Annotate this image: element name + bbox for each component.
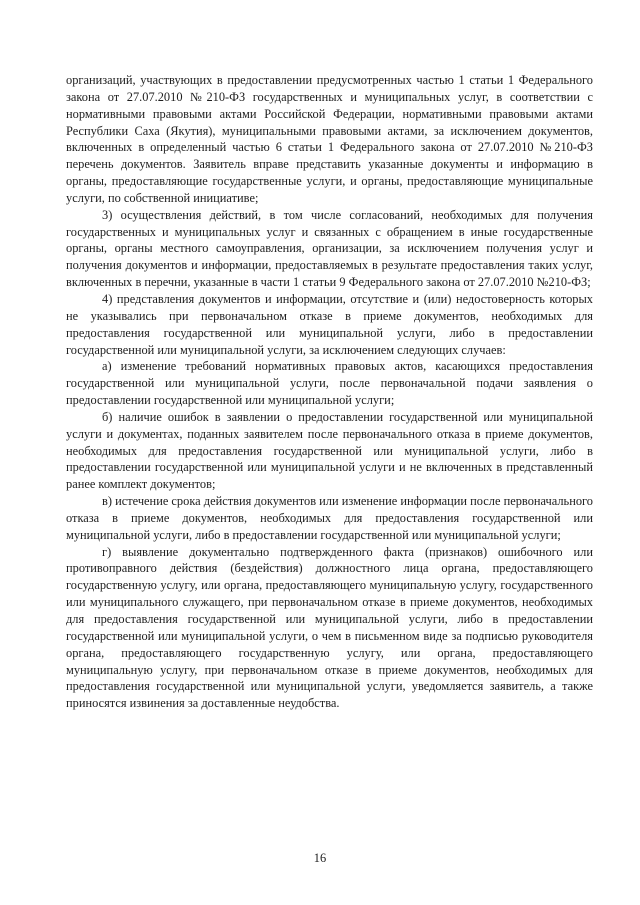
paragraph-subitem-b: б) наличие ошибок в заявлении о предоставлении государственной или муниципальной услуги и документах, поданных заявителем после первоначального отказа в приеме документов, необходимых для предоставления государственной или муниципальной услуги, либо в предоставлении государственной или муниципальной услуги и не включенных в представленный ранее комплект документов; (66, 409, 593, 492)
paragraph-subitem-a: а) изменение требований нормативных правовых актов, касающихся предоставления государственной или муниципальной услуги, после первоначальной подачи заявления о предоставлении государственной или муниципальной услуги; (66, 359, 593, 408)
document-body (66, 72, 593, 712)
paragraph-subitem-g: г) выявление документально подтвержденного факта (признаков) ошибочного или противоправного действия (бездействия) должностного лица органа, предоставляющего государственную услугу, или органа, предоставляющего муниципальную услугу, государственного или муниципального служащего, при первоначальном отказе в приеме документов, необходимых для предоставления государственной или муниципальной услуги, либо в предоставлении государственной или муниципальной услуги, о чем в письменном виде за подписью руководителя органа, предоставляющего государственную услугу, или органа, предоставляющего муниципальную услугу, при первоначальном отказе в приеме документов, необходимых для предоставления государственной или муниципальной услуги, уведомляется заявитель, а также приносятся извинения за доставленные неудобства. (66, 544, 593, 711)
paragraph-continuation: организаций, участвующих в предоставлении предусмотренных частью 1 статьи 1 Федерального закона от 27.07.2010 №210-ФЗ государственных и муниципальных услуг, в соответствии с нормативными правовыми актами Российской Федерации, нормативными правовыми актами Республики Саха (Якутия), муниципальными правовыми актами, за исключением документов, включенных в определенный частью 6 статьи 1 Федерального закона от 27.07.2010 №210-ФЗ перечень документов. Заявитель вправе представить указанные документы и информацию в органы, предоставляющие государственные услуги, и органы, предоставляющие муниципальные услуги, по собственной инициативе; (66, 73, 593, 205)
page-number: 16 (313, 851, 327, 865)
paragraph-subitem-v: в) истечение срока действия документов или изменение информации после первоначального отказа в приеме документов, необходимых для предоставления государственной или муниципальной услуги, либо в предоставлении государственной или муниципальной услуги; (66, 494, 593, 542)
paragraph-item-4: 4) представления документов и информации, отсутствие и (или) недостоверность которых не указывались при первоначальном отказе в приеме документов, необходимых для предоставления государственной или муниципальной услуги, либо в предоставлении государственной или муниципальной услуги, за исключением следующих случаев: (66, 291, 593, 357)
paragraph-item-3: 3) осуществления действий, в том числе согласований, необходимых для получения государственных и муниципальных услуг и связанных с обращением в иные государственные органы, органы местного самоуправления, организации, за исключением получения услуг и получения документов и информации, предоставляемых в результате предоставления таких услуг, включенных в перечни, указанные в части 1 статьи 9 Федерального закона от 27.07.2010 №210-ФЗ; (66, 207, 593, 290)
